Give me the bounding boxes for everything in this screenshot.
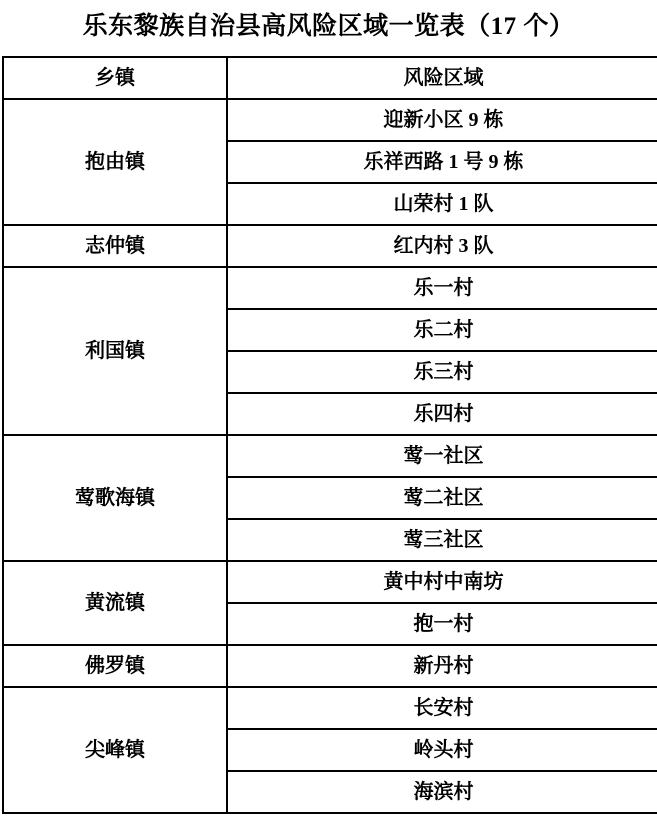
table-row xyxy=(3,267,657,309)
risk-area-cell: 乐四村 xyxy=(227,393,657,435)
risk-area-cell: 莺一社区 xyxy=(227,435,657,477)
table-header-row xyxy=(3,57,657,99)
town-cell: 利国镇 xyxy=(3,267,227,435)
table-row xyxy=(3,561,657,603)
town-cell: 尖峰镇 xyxy=(3,687,227,813)
table-row xyxy=(3,99,657,141)
table-row xyxy=(3,645,657,687)
high-risk-areas-table xyxy=(2,56,657,814)
table-row xyxy=(3,435,657,477)
risk-area-cell: 乐三村 xyxy=(227,351,657,393)
town-cell: 志仲镇 xyxy=(3,225,227,267)
table-header xyxy=(3,57,657,99)
table-body xyxy=(3,99,657,813)
page-title: 乐东黎族自治县高风险区域一览表（17 个） xyxy=(82,13,575,40)
risk-area-cell: 黄中村中南坊 xyxy=(227,561,657,603)
risk-area-cell: 乐二村 xyxy=(227,309,657,351)
risk-area-cell: 红内村 3 队 xyxy=(227,225,657,267)
risk-area-cell: 岭头村 xyxy=(227,729,657,771)
risk-area-cell: 长安村 xyxy=(227,687,657,729)
column-header-area: 风险区域 xyxy=(227,57,657,99)
risk-area-cell: 迎新小区 9 栋 xyxy=(227,99,657,141)
town-cell: 黄流镇 xyxy=(3,561,227,645)
risk-area-cell: 乐一村 xyxy=(227,267,657,309)
risk-area-cell: 山荣村 1 队 xyxy=(227,183,657,225)
risk-area-cell: 新丹村 xyxy=(227,645,657,687)
risk-area-cell: 乐祥西路 1 号 9 栋 xyxy=(227,141,657,183)
town-cell: 佛罗镇 xyxy=(3,645,227,687)
risk-area-cell: 莺二社区 xyxy=(227,477,657,519)
table-row xyxy=(3,687,657,729)
risk-area-cell: 抱一村 xyxy=(227,603,657,645)
table-row xyxy=(3,225,657,267)
town-cell: 莺歌海镇 xyxy=(3,435,227,561)
risk-area-cell: 海滨村 xyxy=(227,771,657,813)
risk-area-cell: 莺三社区 xyxy=(227,519,657,561)
town-cell: 抱由镇 xyxy=(3,99,227,225)
column-header-town: 乡镇 xyxy=(3,57,227,99)
